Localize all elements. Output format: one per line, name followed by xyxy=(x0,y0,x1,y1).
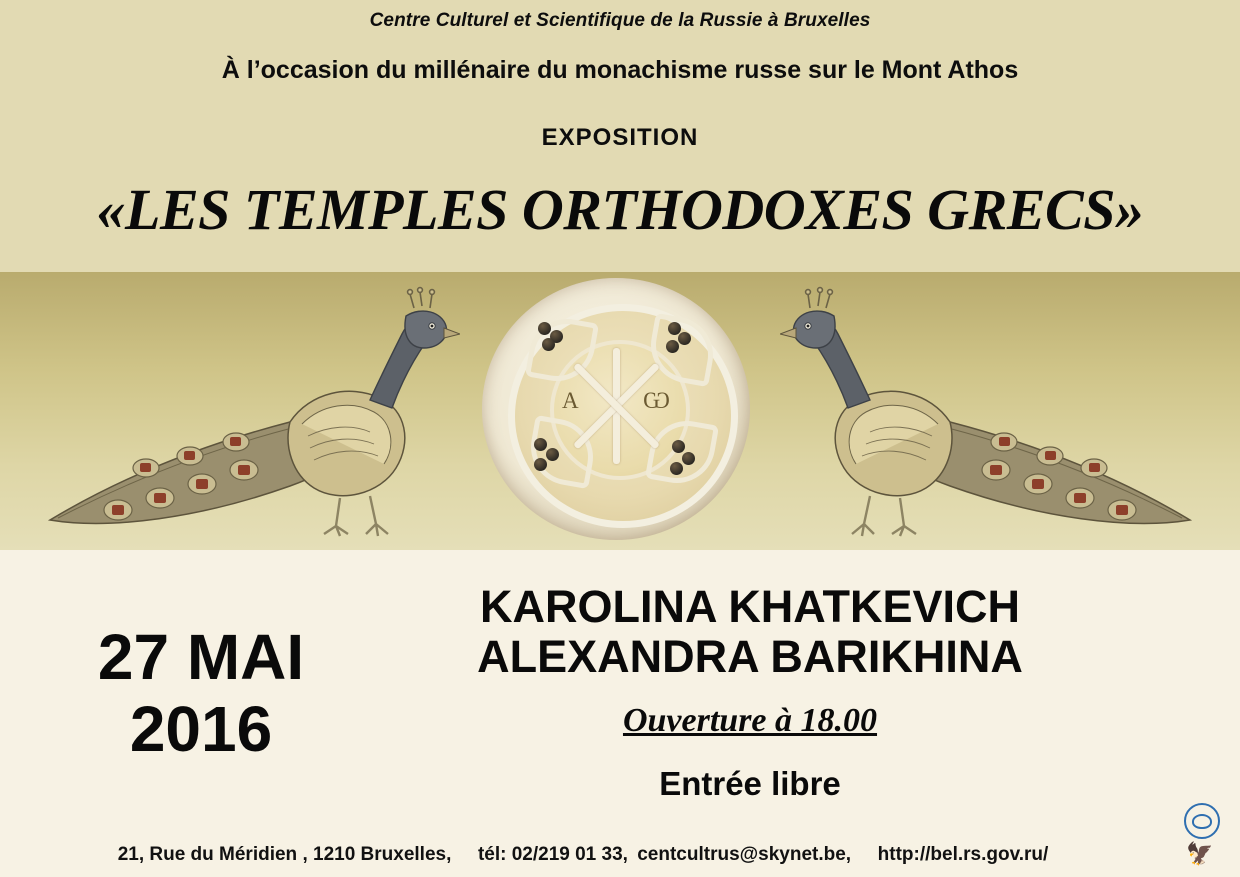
details-band xyxy=(0,550,1240,877)
peacock-right-icon xyxy=(780,272,1200,550)
peacock-left-icon xyxy=(40,272,460,550)
date-line-1: 27 MAI xyxy=(97,621,305,693)
artwork-band xyxy=(0,272,1240,550)
organisation-line: Centre Culturel et Scientifique de la Russie à Bruxelles xyxy=(369,10,871,31)
footer-email[interactable]: centcultrus@skynet.be, xyxy=(637,844,852,865)
double-headed-eagle-icon: 🦅 xyxy=(1186,841,1214,866)
grape-icon xyxy=(534,438,547,451)
footer-address: 21, Rue du Méridien , 1210 Bruxelles, xyxy=(117,844,452,865)
alpha-letter: A xyxy=(562,388,579,413)
occasion-line: À l’occasion du millénaire du monachisme russe sur le Mont Athos xyxy=(221,56,1019,84)
artists-list xyxy=(390,582,1110,683)
omega-letter: Ѡ xyxy=(643,388,670,413)
artist-name-2: ALEXANDRA BARIKHINA xyxy=(477,631,1023,683)
grape-icon xyxy=(538,322,551,335)
footer-website[interactable]: http://bel.rs.gov.ru/ xyxy=(877,844,1049,865)
page-title: «LES TEMPLES ORTHODOXES GRECS» xyxy=(96,177,1144,242)
grape-icon xyxy=(682,452,695,465)
logo-group xyxy=(1180,803,1226,869)
footer-phone: tél: 02/219 01 33, xyxy=(477,844,628,865)
date-line-2: 2016 xyxy=(129,692,273,765)
header-band xyxy=(0,0,1240,272)
exposition-label: EXPOSITION xyxy=(541,124,699,151)
event-date xyxy=(36,622,366,765)
free-entry-note: Entrée libre xyxy=(659,765,841,802)
opening-time: Ouverture à 18.00 xyxy=(622,702,878,739)
globe-logo-icon xyxy=(1184,803,1220,839)
grape-icon xyxy=(534,458,547,471)
footer-contact xyxy=(0,844,1170,866)
chi-rho-medallion-icon xyxy=(482,278,750,540)
artist-name-1: KAROLINA KHATKEVICH xyxy=(480,581,1020,632)
chi-rho-monogram xyxy=(550,340,682,472)
